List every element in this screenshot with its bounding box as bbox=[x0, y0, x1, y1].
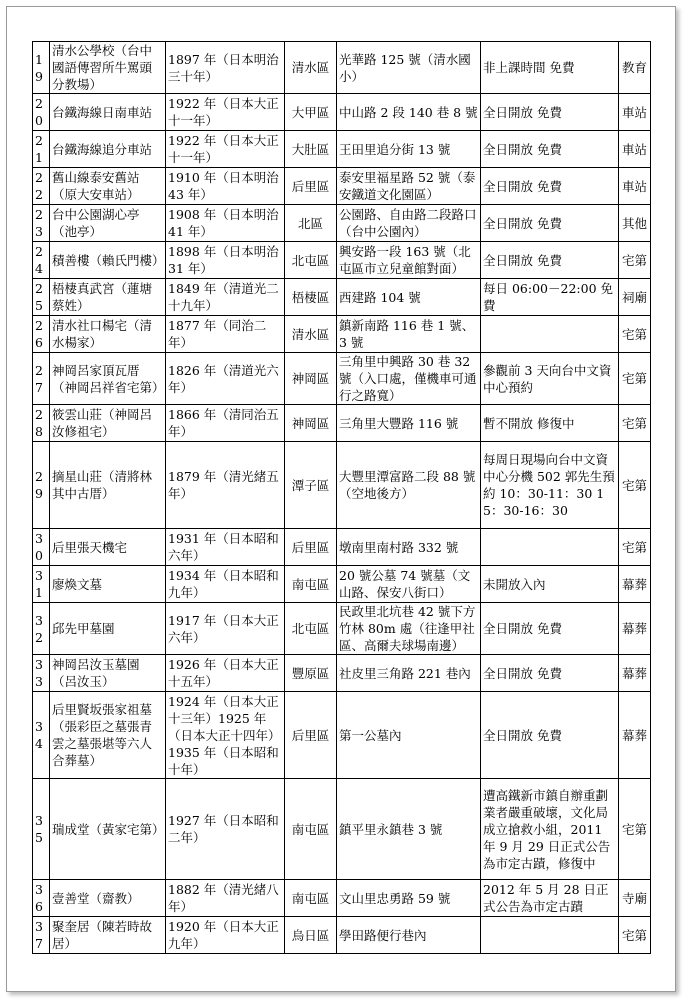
district: 神岡區 bbox=[285, 405, 337, 442]
build-year: 1927 年（日本昭和二年） bbox=[166, 779, 285, 880]
row-number: 34 bbox=[33, 692, 50, 779]
build-year: 1882 年（清光緒八年） bbox=[166, 880, 285, 917]
build-year: 1934 年（日本昭和九年） bbox=[166, 566, 285, 603]
visit-info: 全日開放 免費 bbox=[481, 692, 619, 779]
build-year: 1920 年（日本大正九年） bbox=[166, 917, 285, 954]
district: 大甲區 bbox=[285, 94, 337, 131]
address: 中山路 2 段 140 巷 8 號 bbox=[337, 94, 481, 131]
visit-info bbox=[481, 316, 619, 353]
table-row bbox=[33, 529, 651, 566]
table-row bbox=[33, 316, 651, 353]
address: 第一公墓內 bbox=[337, 692, 481, 779]
table-row bbox=[33, 42, 651, 94]
table-row bbox=[33, 917, 651, 954]
district: 南屯區 bbox=[285, 566, 337, 603]
site-name: 摘星山莊（清將林其中古厝） bbox=[50, 442, 166, 529]
address: 鎮新南路 116 巷 1 號、3 號 bbox=[337, 316, 481, 353]
address: 墩南里南村路 332 號 bbox=[337, 529, 481, 566]
category: 宅第 bbox=[619, 242, 651, 279]
district: 清水區 bbox=[285, 42, 337, 94]
site-name: 清水社口楊宅（清水楊家） bbox=[50, 316, 166, 353]
site-name: 后里張天機宅 bbox=[50, 529, 166, 566]
row-number: 27 bbox=[33, 353, 50, 405]
visit-info: 2012 年 5 月 28 日正式公告為市定古蹟 bbox=[481, 880, 619, 917]
site-name: 邱先甲墓園 bbox=[50, 603, 166, 655]
table-row bbox=[33, 603, 651, 655]
table-row bbox=[33, 779, 651, 880]
site-name: 壹善堂（齋教） bbox=[50, 880, 166, 917]
row-number: 37 bbox=[33, 917, 50, 954]
row-number: 29 bbox=[33, 442, 50, 529]
district: 北屯區 bbox=[285, 603, 337, 655]
category: 宅第 bbox=[619, 529, 651, 566]
category: 宅第 bbox=[619, 917, 651, 954]
build-year: 1926 年（日本大正十五年） bbox=[166, 655, 285, 692]
build-year: 1879 年（清光緒五年） bbox=[166, 442, 285, 529]
visit-info: 全日開放 免費 bbox=[481, 205, 619, 242]
visit-info: 全日開放 免費 bbox=[481, 131, 619, 168]
address: 西建路 104 號 bbox=[337, 279, 481, 316]
category: 祠廟 bbox=[619, 279, 651, 316]
table-row bbox=[33, 168, 651, 205]
table-row bbox=[33, 279, 651, 316]
build-year: 1897 年（日本明治三十年） bbox=[166, 42, 285, 94]
row-number: 23 bbox=[33, 205, 50, 242]
visit-info: 全日開放 免費 bbox=[481, 655, 619, 692]
category: 宅第 bbox=[619, 353, 651, 405]
address: 民政里北坑巷 42 號下方竹林 80m 處（往逢甲社區、高爾夫球場南邊） bbox=[337, 603, 481, 655]
row-number: 36 bbox=[33, 880, 50, 917]
address: 鎮平里永鎮巷 3 號 bbox=[337, 779, 481, 880]
category: 宅第 bbox=[619, 316, 651, 353]
build-year: 1931 年（日本昭和六年） bbox=[166, 529, 285, 566]
build-year: 1910 年（日本明治 43 年） bbox=[166, 168, 285, 205]
site-name: 梧棲真武宮（蓮塘蔡姓） bbox=[50, 279, 166, 316]
site-name: 舊山線泰安舊站（原大安車站） bbox=[50, 168, 166, 205]
build-year: 1917 年（日本大正六年） bbox=[166, 603, 285, 655]
build-year: 1877 年（同治二年） bbox=[166, 316, 285, 353]
site-name: 積善樓（賴氏門樓） bbox=[50, 242, 166, 279]
build-year: 1924 年（日本大正十三年）1925 年（日本大正十四年）1935 年（日本昭和十年） bbox=[166, 692, 285, 779]
row-number: 32 bbox=[33, 603, 50, 655]
build-year: 1922 年（日本大正十一年） bbox=[166, 94, 285, 131]
table-row bbox=[33, 655, 651, 692]
address: 王田里追分街 13 號 bbox=[337, 131, 481, 168]
site-name: 台鐵海線日南車站 bbox=[50, 94, 166, 131]
district: 梧棲區 bbox=[285, 279, 337, 316]
table-row bbox=[33, 405, 651, 442]
district: 神岡區 bbox=[285, 353, 337, 405]
build-year: 1922 年（日本大正十一年） bbox=[166, 131, 285, 168]
visit-info: 全日開放 免費 bbox=[481, 603, 619, 655]
district: 清水區 bbox=[285, 316, 337, 353]
build-year: 1849 年（清道光二十九年） bbox=[166, 279, 285, 316]
row-number: 30 bbox=[33, 529, 50, 566]
address: 文山里忠勇路 59 號 bbox=[337, 880, 481, 917]
address: 學田路便行巷內 bbox=[337, 917, 481, 954]
table-row bbox=[33, 205, 651, 242]
category: 教育 bbox=[619, 42, 651, 94]
visit-info bbox=[481, 529, 619, 566]
address: 20 號公墓 74 號墓（文山路、保安八街口） bbox=[337, 566, 481, 603]
address: 興安路一段 163 號（北屯區市立兒童館對面） bbox=[337, 242, 481, 279]
visit-info: 暫不開放 修復中 bbox=[481, 405, 619, 442]
build-year: 1908 年（日本明治 41 年） bbox=[166, 205, 285, 242]
table-row bbox=[33, 242, 651, 279]
district: 北區 bbox=[285, 205, 337, 242]
category: 宅第 bbox=[619, 779, 651, 880]
row-number: 24 bbox=[33, 242, 50, 279]
table-row bbox=[33, 131, 651, 168]
site-name: 筱雲山莊（神岡呂汝修祖宅） bbox=[50, 405, 166, 442]
address: 三角里中興路 30 巷 32 號（入口處，僅機車可通行之路寬） bbox=[337, 353, 481, 405]
category: 車站 bbox=[619, 131, 651, 168]
visit-info: 非上課時間 免費 bbox=[481, 42, 619, 94]
category: 幕葬 bbox=[619, 566, 651, 603]
category: 幕葬 bbox=[619, 692, 651, 779]
district: 后里區 bbox=[285, 692, 337, 779]
table-row bbox=[33, 442, 651, 529]
site-name: 神岡呂家頂瓦厝（神岡呂祥省宅第） bbox=[50, 353, 166, 405]
table-row bbox=[33, 566, 651, 603]
row-number: 19 bbox=[33, 42, 50, 94]
visit-info: 每周日現場向台中文資中心分機 502 郭先生預約 10：30-11：30 15：30-16：30 bbox=[481, 442, 619, 529]
site-name: 台中公園湖心亭（池亭） bbox=[50, 205, 166, 242]
visit-info: 每日 06:00－22:00 免費 bbox=[481, 279, 619, 316]
district: 潭子區 bbox=[285, 442, 337, 529]
build-year: 1826 年（清道光六年） bbox=[166, 353, 285, 405]
visit-info: 全日開放 免費 bbox=[481, 94, 619, 131]
address: 三角里大豐路 116 號 bbox=[337, 405, 481, 442]
category: 幕葬 bbox=[619, 655, 651, 692]
district: 后里區 bbox=[285, 529, 337, 566]
address: 公園路、自由路二段路口（台中公園內） bbox=[337, 205, 481, 242]
district: 豐原區 bbox=[285, 655, 337, 692]
visit-info: 全日開放 免費 bbox=[481, 168, 619, 205]
row-number: 33 bbox=[33, 655, 50, 692]
category: 宅第 bbox=[619, 405, 651, 442]
table-row bbox=[33, 353, 651, 405]
table-row bbox=[33, 94, 651, 131]
visit-info: 未開放入內 bbox=[481, 566, 619, 603]
table-row bbox=[33, 692, 651, 779]
row-number: 20 bbox=[33, 94, 50, 131]
row-number: 28 bbox=[33, 405, 50, 442]
visit-info: 全日開放 免費 bbox=[481, 242, 619, 279]
build-year: 1898 年（日本明治 31 年） bbox=[166, 242, 285, 279]
row-number: 25 bbox=[33, 279, 50, 316]
row-number: 21 bbox=[33, 131, 50, 168]
row-number: 22 bbox=[33, 168, 50, 205]
district: 烏日區 bbox=[285, 917, 337, 954]
district: 后里區 bbox=[285, 168, 337, 205]
visit-info: 參觀前 3 天向台中文資中心預約 bbox=[481, 353, 619, 405]
site-name: 廖煥文墓 bbox=[50, 566, 166, 603]
visit-info bbox=[481, 917, 619, 954]
site-name: 神岡呂汝玉墓園（呂汝玉） bbox=[50, 655, 166, 692]
site-name: 后里賢坂張家祖墓（張彩臣之墓張青雲之墓張堪等六人合葬墓） bbox=[50, 692, 166, 779]
address: 光華路 125 號（清水國小） bbox=[337, 42, 481, 94]
district: 北屯區 bbox=[285, 242, 337, 279]
category: 幕葬 bbox=[619, 603, 651, 655]
category: 宅第 bbox=[619, 442, 651, 529]
visit-info: 遭高鐵新市鎮自辦重劃業者嚴重破壞，文化局成立搶救小組，2011 年 9 月 29 日正式公告為市定古蹟，修復中 bbox=[481, 779, 619, 880]
district: 南屯區 bbox=[285, 880, 337, 917]
category: 其他 bbox=[619, 205, 651, 242]
row-number: 35 bbox=[33, 779, 50, 880]
row-number: 26 bbox=[33, 316, 50, 353]
row-number: 31 bbox=[33, 566, 50, 603]
historic-sites-table bbox=[32, 41, 651, 954]
address: 大豐里潭富路二段 88 號（空地後方） bbox=[337, 442, 481, 529]
site-name: 瑞成堂（黃家宅第） bbox=[50, 779, 166, 880]
build-year: 1866 年（清同治五年） bbox=[166, 405, 285, 442]
address: 泰安里福星路 52 號（泰安鐵道文化園區） bbox=[337, 168, 481, 205]
table-row bbox=[33, 880, 651, 917]
district: 南屯區 bbox=[285, 779, 337, 880]
site-name: 台鐵海線追分車站 bbox=[50, 131, 166, 168]
category: 車站 bbox=[619, 168, 651, 205]
site-name: 聚奎居（陳若時故居） bbox=[50, 917, 166, 954]
site-name: 清水公學校（台中國語傳習所牛罵頭分教場） bbox=[50, 42, 166, 94]
address: 社皮里三角路 221 巷內 bbox=[337, 655, 481, 692]
category: 車站 bbox=[619, 94, 651, 131]
district: 大肚區 bbox=[285, 131, 337, 168]
category: 寺廟 bbox=[619, 880, 651, 917]
